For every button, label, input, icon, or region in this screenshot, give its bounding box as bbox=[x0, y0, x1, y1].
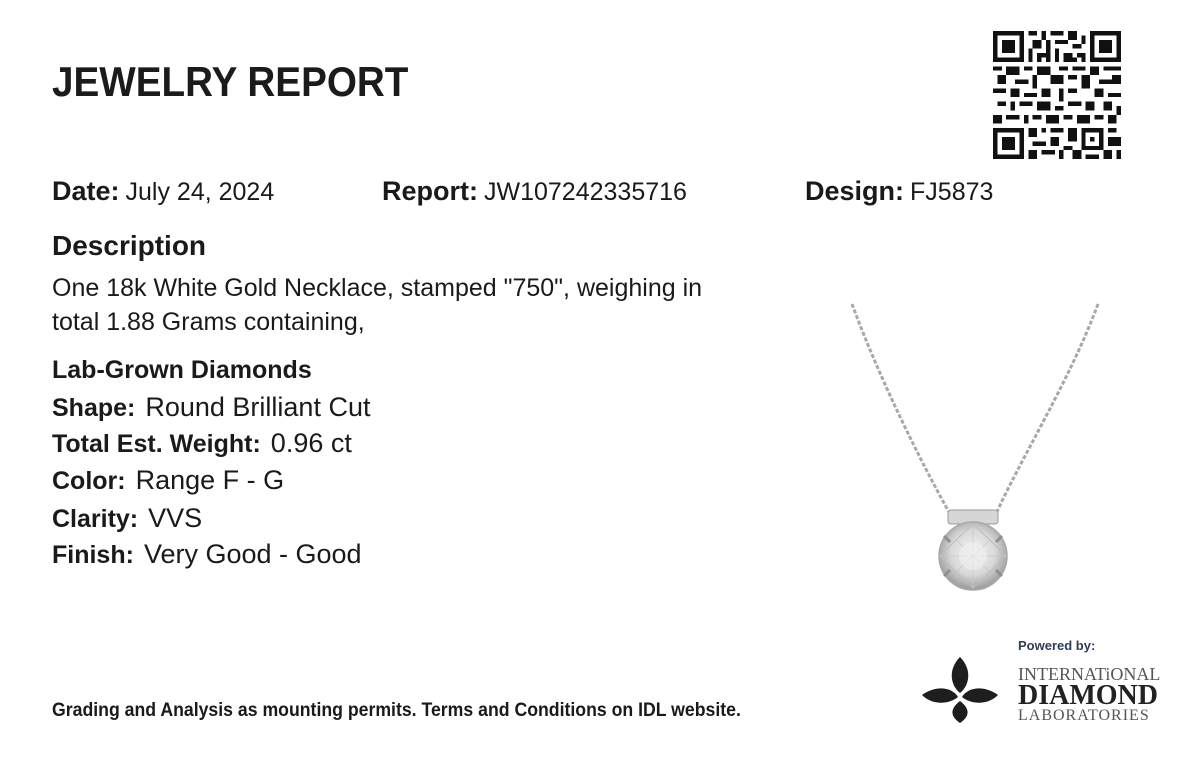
design-value: FJ5873 bbox=[910, 178, 994, 206]
report-number-field bbox=[382, 176, 687, 207]
brand-line-3: LABORATORIES bbox=[1018, 707, 1150, 724]
idl-logo-icon bbox=[920, 655, 1000, 725]
finish-value: Very Good - Good bbox=[143, 539, 362, 569]
weight-value: 0.96 ct bbox=[270, 428, 352, 458]
clarity-value: VVS bbox=[148, 503, 203, 533]
report-value: JW107242335716 bbox=[484, 178, 687, 206]
date-label: Date: bbox=[52, 176, 120, 206]
stones-heading: Lab-Grown Diamonds bbox=[52, 356, 312, 384]
shape-label: Shape: bbox=[52, 394, 136, 422]
design-label: Design: bbox=[805, 176, 905, 206]
qr-code-icon[interactable] bbox=[993, 31, 1121, 159]
shape-row bbox=[52, 392, 370, 423]
date-value: July 24, 2024 bbox=[125, 178, 275, 206]
weight-row bbox=[52, 428, 352, 459]
weight-label: Total Est. Weight: bbox=[52, 430, 261, 458]
clarity-label: Clarity: bbox=[52, 505, 139, 533]
description-line-2: total 1.88 Grams containing, bbox=[52, 308, 365, 336]
brand-line-2: DIAMOND bbox=[1018, 680, 1158, 711]
description-heading: Description bbox=[52, 230, 207, 261]
color-row bbox=[52, 465, 284, 496]
color-value: Range F - G bbox=[135, 465, 285, 495]
report-title: JEWELRY REPORT bbox=[52, 58, 409, 105]
design-field bbox=[805, 176, 993, 207]
description-text bbox=[52, 271, 812, 339]
shape-value: Round Brilliant Cut bbox=[145, 392, 371, 422]
report-label: Report: bbox=[382, 176, 478, 206]
finish-label: Finish: bbox=[52, 541, 134, 569]
powered-by-label: Powered by: bbox=[1018, 638, 1096, 653]
date-field bbox=[52, 176, 274, 207]
finish-row bbox=[52, 539, 362, 570]
color-label: Color: bbox=[52, 467, 126, 495]
clarity-row bbox=[52, 503, 202, 534]
necklace-photo bbox=[840, 300, 1110, 600]
brand-line-1: INTERNATiONAL bbox=[1018, 664, 1161, 684]
description-line-1: One 18k White Gold Necklace, stamped "750", weighing in bbox=[52, 274, 703, 302]
footer-note: Grading and Analysis as mounting permits. Terms and Conditions on IDL website. bbox=[52, 700, 741, 721]
